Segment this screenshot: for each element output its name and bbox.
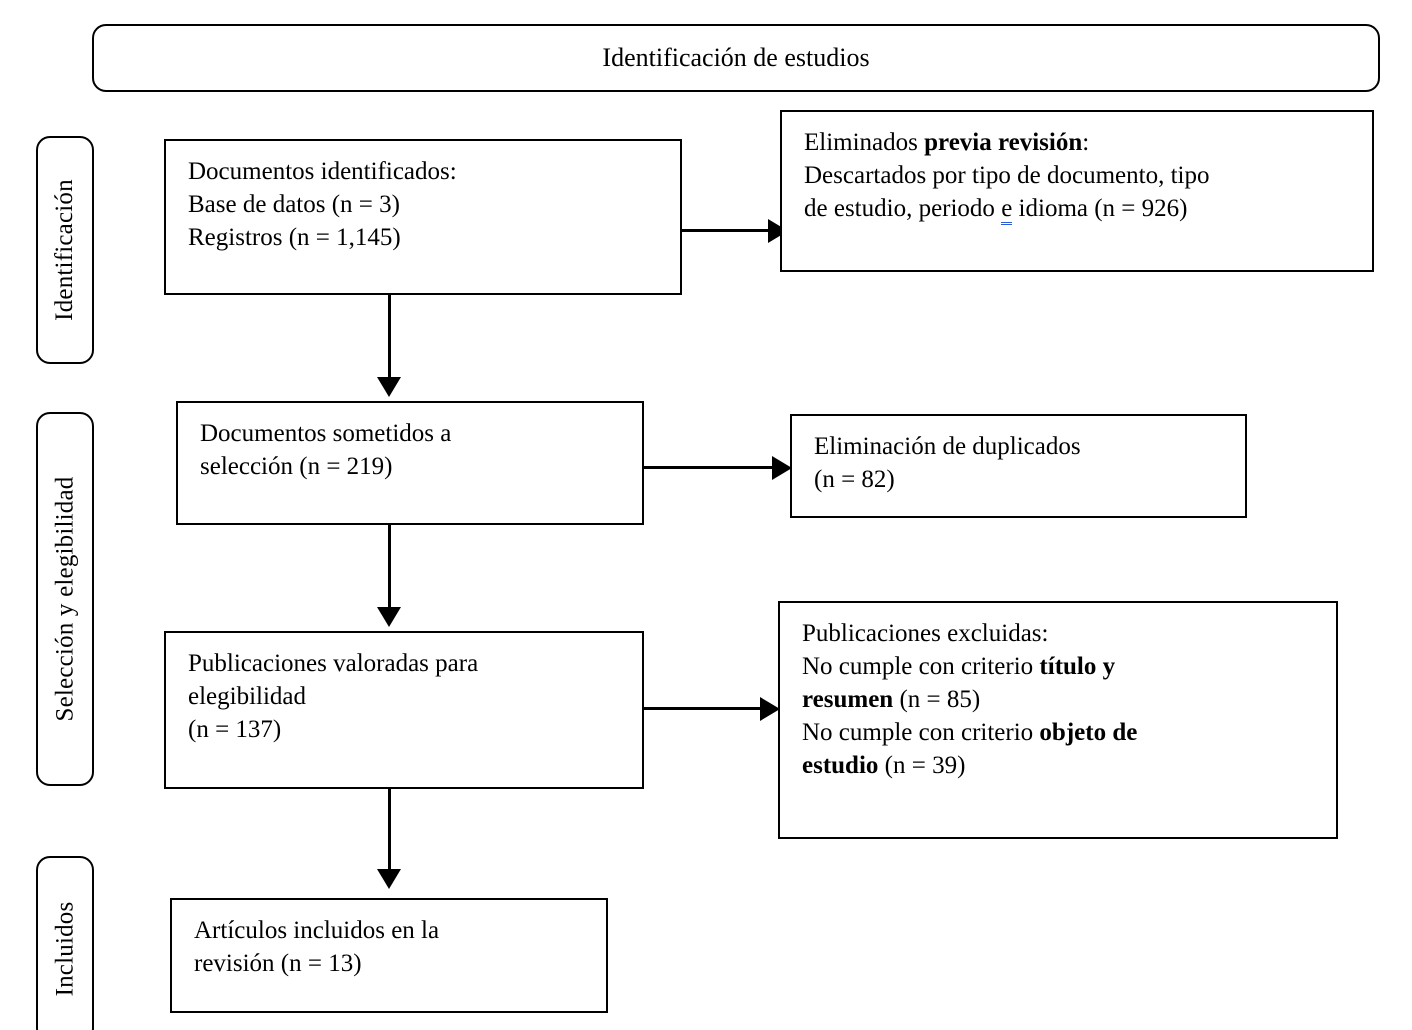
stage-label-incluidos xyxy=(36,856,94,1030)
excluidas-line5-bold: estudio xyxy=(802,752,879,779)
publicaciones-excluidas-line2 xyxy=(802,650,1318,683)
publicaciones-excluidas-line1: Publicaciones excluidas: xyxy=(802,620,1049,647)
articulos-incluidos-line2: revisión (n = 13) xyxy=(194,950,362,977)
documentos-sometidos-line1: Documentos sometidos a xyxy=(200,420,452,447)
connector-valoradas-to-incluidos xyxy=(388,789,391,869)
box-articulos-incluidos xyxy=(170,898,608,1013)
arrowhead-sometidos-to-duplicados xyxy=(772,456,792,480)
grammar-flagged-word[interactable]: e xyxy=(1001,195,1012,225)
publicaciones-excluidas-line3 xyxy=(802,683,1318,716)
arrowhead-sometidos-to-valoradas xyxy=(377,607,401,627)
publicaciones-valoradas-line1: Publicaciones valoradas para xyxy=(188,650,479,677)
excluidas-line5-suffix: (n = 39) xyxy=(878,752,966,779)
connector-sometidos-to-valoradas xyxy=(388,525,391,607)
eliminados-line1-suffix: : xyxy=(1082,129,1090,156)
diagram-title-banner xyxy=(92,24,1380,92)
publicaciones-valoradas-line2: elegibilidad xyxy=(188,683,307,710)
connector-valoradas-to-excluidas xyxy=(644,707,766,710)
eliminados-line3-prefix: de estudio, periodo xyxy=(804,195,1002,222)
excluidas-line2-bold: título y xyxy=(1039,653,1116,680)
connector-identificados-to-eliminados xyxy=(682,229,768,232)
publicaciones-valoradas-line3: (n = 137) xyxy=(188,716,282,743)
documentos-identificados-line1: Documentos identificados: xyxy=(188,158,457,185)
eliminacion-duplicados-line1: Eliminación de duplicados xyxy=(814,433,1081,460)
eliminados-line1-prefix: Eliminados xyxy=(804,129,925,156)
documentos-identificados-line3: Registros (n = 1,145) xyxy=(188,224,401,251)
connector-sometidos-to-duplicados xyxy=(644,466,778,469)
stage-label-identificacion xyxy=(36,136,94,364)
excluidas-line4-prefix: No cumple con criterio xyxy=(802,719,1040,746)
connector-identificados-to-sometidos xyxy=(388,295,391,377)
stage-label-seleccion xyxy=(36,412,94,786)
eliminados-line1-bold: previa revisión xyxy=(924,129,1083,156)
stage-label-incluidos-text: Incluidos xyxy=(51,901,78,997)
documentos-sometidos-line2: selección (n = 219) xyxy=(200,453,393,480)
arrowhead-valoradas-to-incluidos xyxy=(377,869,401,889)
documentos-identificados-line2: Base de datos (n = 3) xyxy=(188,191,400,218)
box-eliminacion-duplicados xyxy=(790,414,1247,518)
box-documentos-sometidos xyxy=(176,401,644,525)
box-documentos-identificados xyxy=(164,139,682,295)
excluidas-line2-prefix: No cumple con criterio xyxy=(802,653,1040,680)
box-eliminados-previa-revision xyxy=(780,110,1374,272)
eliminados-line2: Descartados por tipo de documento, tipo xyxy=(804,162,1210,189)
eliminados-line3-suffix: idioma (n = 926) xyxy=(1012,195,1188,222)
arrowhead-valoradas-to-excluidas xyxy=(760,697,780,721)
articulos-incluidos-line1: Artículos incluidos en la xyxy=(194,917,440,944)
publicaciones-excluidas-line4 xyxy=(802,716,1318,749)
excluidas-line4-bold: objeto de xyxy=(1039,719,1138,746)
stage-label-identificacion-text: Identificación xyxy=(51,179,78,321)
box-publicaciones-excluidas xyxy=(778,601,1338,839)
diagram-title-label: Identificación de estudios xyxy=(602,43,870,72)
eliminados-line1 xyxy=(804,126,1354,159)
arrowhead-identificados-to-sometidos xyxy=(377,377,401,397)
excluidas-line3-bold: resumen xyxy=(802,686,894,713)
eliminacion-duplicados-line2: (n = 82) xyxy=(814,466,895,493)
excluidas-line3-suffix: (n = 85) xyxy=(893,686,981,713)
publicaciones-excluidas-line5 xyxy=(802,749,1318,782)
stage-label-seleccion-text: Selección y elegibilidad xyxy=(51,476,78,722)
eliminados-line3 xyxy=(804,192,1354,225)
box-publicaciones-valoradas xyxy=(164,631,644,789)
